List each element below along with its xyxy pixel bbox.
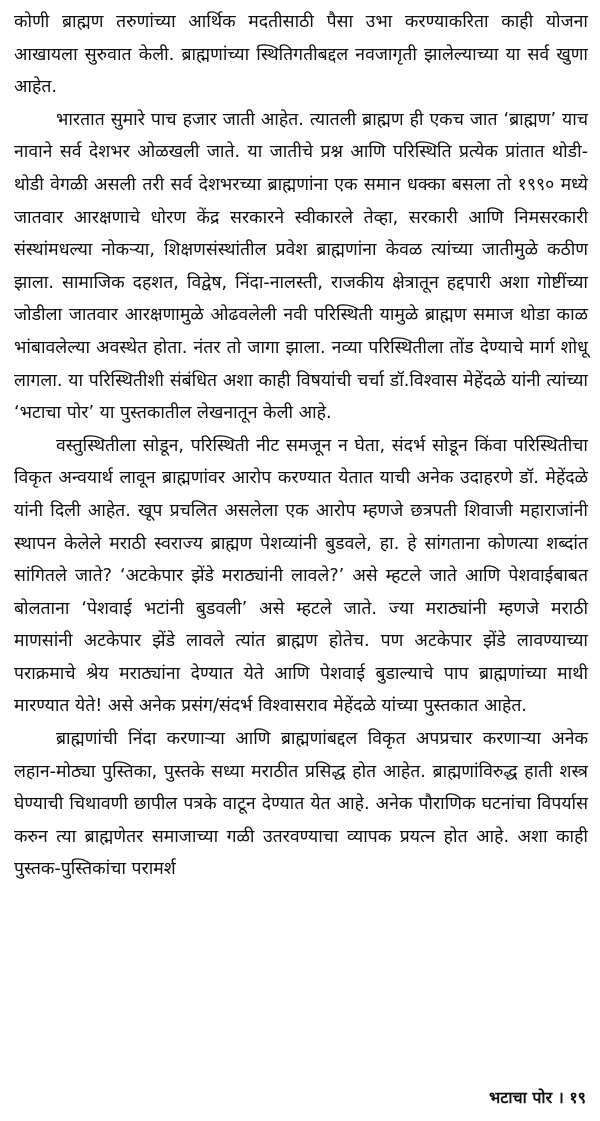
paragraph-allegations: वस्तुस्थितीला सोडून, परिस्थिती नीट समजून न घेता, संदर्भ सोडून किंवा परिस्थितीचा विकृत अन्वयार्थ लावून ब्राह्मणांवर आरोप करण्यात येतात याची अनेक उदाहरणे डॉ. मेहेंदळे यांनी दिली आहेत. खूप प्रचलित असलेला एक आरोप म्हणजे छत्रपती शिवाजी महाराजांनी स्थापन केलेले मराठी स्वराज्य ब्राह्मण पेशव्यांनी बुडवले, हा. हे सांगताना कोणत्या शब्दांत सांगितले जाते? ‘अटकेपार झेंडे मराठ्यांनी लावले?’ असे म्हटले जाते आणि पेशवाईबाबत बोलताना ‘पेशवाई भटांनी बुडवली’ असे म्हटले जाते. ज्या मराठ्यांनी म्हणजे मराठी माणसांनी अटकेपार झेंडे लावले त्यांत ब्राह्मण होतेच. पण अटकेपार झेंडे लावण्याच्या पराक्रमाचे श्रेय मराठ्यांना देण्यात येते आणि पेशवाई बुडाल्याचे पाप ब्राह्मणांच्या माथी मारण्यात येते! असे अनेक प्रसंग/संदर्भ विश्वासराव मेहेंदळे यांच्या पुस्तकात आहेत.	[14, 435, 588, 717]
page-footer	[489, 1086, 586, 1108]
footer-separator: ।	[557, 1088, 564, 1107]
page-body	[14, 6, 588, 886]
page-number: १९	[569, 1088, 586, 1107]
paragraph-propaganda: ब्राह्मणांची निंदा करणाऱ्या आणि ब्राह्मणांबद्दल विकृत अपप्रचार करणाऱ्या अनेक लहान-मोठ्या पुस्तिका, पुस्तके सध्या मराठीत प्रसिद्ध होत आहेत. ब्राह्मणांविरुद्ध हाती शस्त्र घेण्याची चिथावणी छापील पत्रके वाटून देण्यात येत आहे. अनेक पौराणिक घटनांचा विपर्यास करुन त्या ब्राह्मणेतर समाजाच्या गळी उतरवण्याचा व्यापक प्रयत्न होत आहे. अशा काही पुस्तक-पुस्तिकांचा परामर्श	[14, 729, 588, 880]
running-title: भटाचा पोर	[489, 1088, 553, 1107]
paragraph-caste-context: भारतात सुमारे पाच हजार जाती आहेत. त्यातली ब्राह्मण ही एकच जात ‘ब्राह्मण’ याच नावाने सर्व देशभर ओळखली जाते. या जातीचे प्रश्न आणि परिस्थिति प्रत्येक प्रांतात थोडी-थोडी वेगळी असली तरी सर्व देशभरच्या ब्राह्मणांना एक समान धक्का बसला तो १९९० मध्ये जातवार आरक्षणाचे धोरण केंद्र सरकारने स्वीकारले तेव्हा, सरकारी आणि निमसरकारी संस्थांमधल्या नोकऱ्या, शिक्षणसंस्थांतील प्रवेश ब्राह्मणांना केवळ त्यांच्या जातीमुळे कठीण झाला. सामाजिक दहशत, विद्वेष, निंदा-नालस्ती, राजकीय क्षेत्रातून हद्दपारी अशा गोष्टींच्या जोडीला जातवार आरक्षणामुळे ओढवलेली नवी परिस्थिती यामुळे ब्राह्मण समाज थोडा काळ भांबावलेल्या अवस्थेत होता. नंतर तो जागा झाला. नव्या परिस्थितीला तोंड देण्याचे मार्ग शोधू लागला. या परिस्थितीशी संबंधित अशा काही विषयांची चर्चा डॉ.विश्वास मेहेंदळे यांनी त्यांच्या ‘भटाचा पोर’ या पुस्तकातील लेखनातून केली आहे.	[14, 109, 588, 424]
paragraph-continuation: कोणी ब्राह्मण तरुणांच्या आर्थिक मदतीसाठी पैसा उभा करण्याकरिता काही योजना आखायला सुरुवात केली. ब्राह्मणांच्या स्थितिगतीबद्दल नवजागृती झालेल्याच्या या सर्व खुणा आहेत.	[14, 12, 588, 98]
